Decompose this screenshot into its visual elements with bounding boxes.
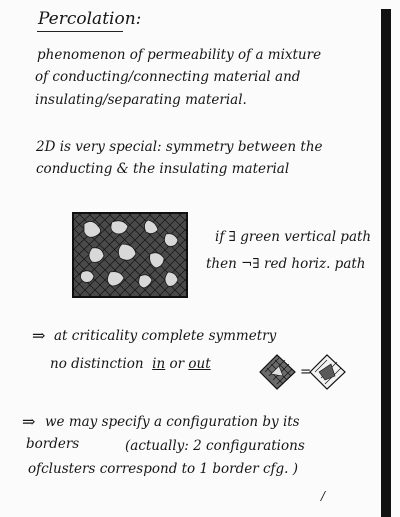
special-line-1: 2D is very special: symmetry between the — [36, 139, 323, 155]
definition-line-3: insulating/separating material. — [35, 92, 247, 108]
criticality-line-2 — [50, 358, 211, 372]
page-edge-shadow — [381, 9, 391, 517]
in-word: in — [152, 356, 166, 372]
page-mark: / — [321, 489, 326, 503]
implies-arrow-1: ⇒ — [32, 326, 46, 345]
implies-arrow-2: ⇒ — [22, 412, 36, 431]
out-word: out — [188, 356, 211, 372]
configuration-line-2b: (actually: 2 configurations — [125, 438, 305, 454]
equals-sign: = — [300, 364, 312, 380]
statement-line-2: then ¬∃ red horiz. path — [206, 256, 366, 272]
definition-line-2: of conducting/connecting material and — [35, 69, 301, 85]
or-word: or — [169, 356, 185, 372]
title-underline — [37, 31, 123, 32]
special-line-2: conducting & the insulating material — [36, 161, 290, 177]
definition-line-1: phenomenon of permeability of a mixture — [37, 47, 322, 63]
configuration-line-1: we may specify a configuration by its — [45, 414, 300, 430]
configuration-line-3: ofclusters correspond to 1 border cfg. ) — [28, 461, 298, 477]
statement-line-1: if ∃ green vertical path — [215, 229, 372, 245]
percolation-lattice-sketch — [70, 210, 190, 300]
criticality-line-1: at criticality complete symmetry — [54, 328, 277, 344]
criticality-line-2-prefix: no distinction — [50, 356, 144, 372]
configuration-line-2a: borders — [26, 436, 80, 452]
page-title: Percolation: — [38, 9, 142, 29]
